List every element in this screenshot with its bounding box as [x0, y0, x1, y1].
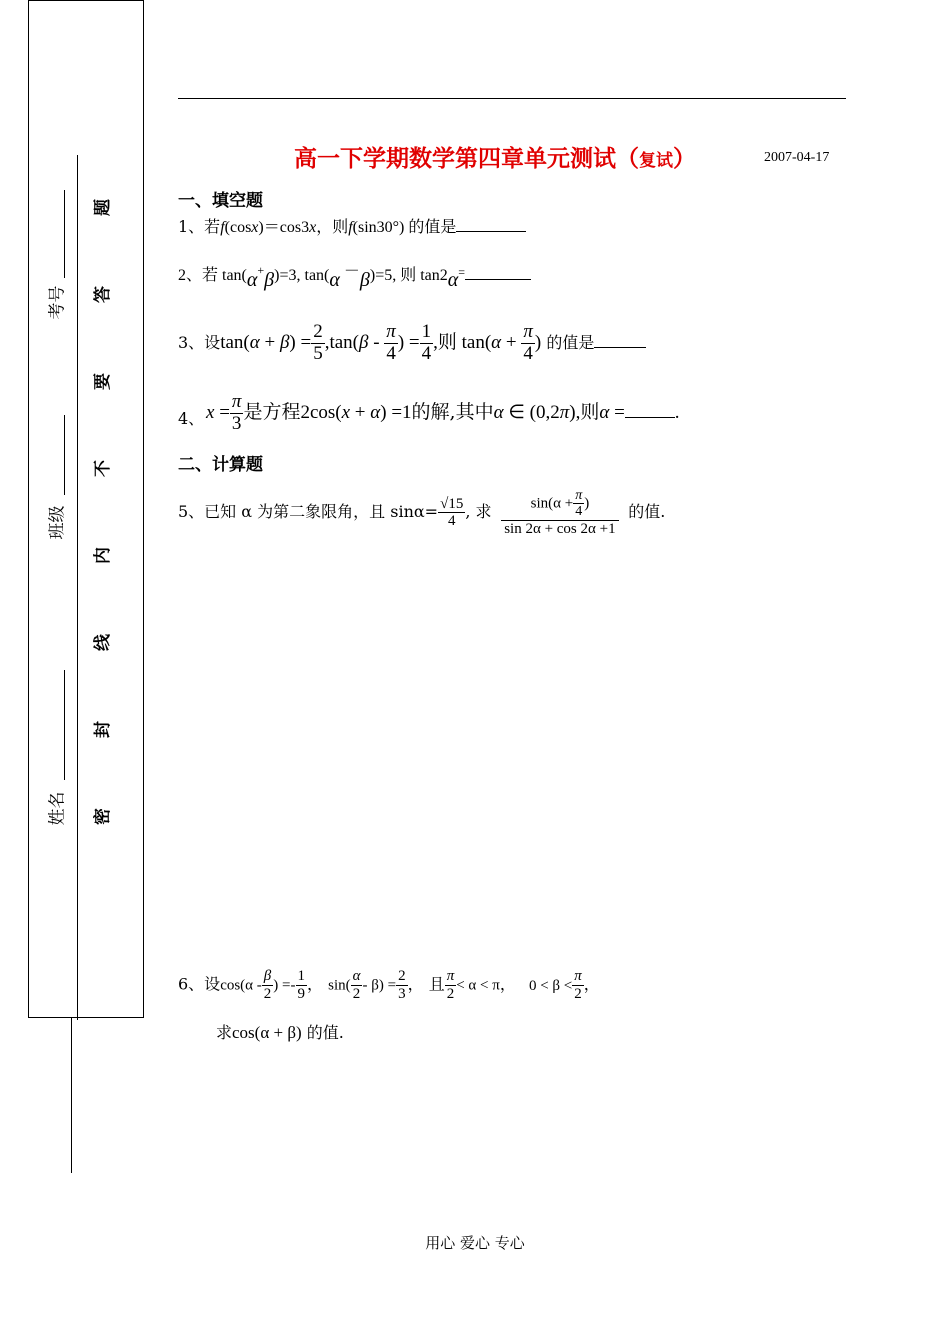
seal-char: 封	[93, 721, 113, 738]
seal-char: 密	[93, 808, 113, 825]
answer-blank[interactable]	[594, 333, 646, 348]
seal-char: 不	[93, 460, 113, 477]
test-date: 2007-04-17	[764, 150, 830, 165]
seal-char: 线	[93, 634, 113, 651]
question-4: 4、 x = $\frac{\pi}{3}$ 是方程2cos(x + α) =1的解,其中α ∈ (0,2π),则α = .	[178, 391, 680, 434]
xingming-blank-line	[64, 670, 65, 780]
binding-line-upper	[77, 155, 78, 1020]
question-2: 2、若 tan(α+β)=3, tan(α －β)=5, 则 tan2α=	[178, 258, 531, 292]
banji-blank-line	[64, 415, 65, 495]
question-6-line2: 求cos(α + β) 的值.	[216, 1023, 344, 1042]
kaohao-blank-line	[64, 190, 65, 278]
seal-char: 答	[93, 286, 113, 303]
kaohao-label: 考号	[47, 285, 68, 320]
seal-char: 要	[93, 373, 113, 390]
section-heading-calculation: 二、计算题	[178, 455, 263, 475]
footer-slogan: 用心 爱心 专心	[425, 1234, 525, 1252]
xingming-label: 姓名	[47, 791, 68, 826]
page-title: 高一下学期数学第四章单元测试（复试）	[294, 146, 696, 172]
banji-label: 班级	[47, 505, 68, 540]
binding-line-lower	[71, 1018, 72, 1173]
seal-char: 题	[93, 199, 113, 216]
answer-blank[interactable]	[625, 403, 675, 418]
header-rule	[178, 98, 846, 99]
question-5: 5、已知 α 为第二象限角，且 sinα= $\frac{√15}{4}$ , 求 sin(α + $\frac{\pi}{4}$ ) sin 2α + cos 2α +1 的值.	[178, 488, 666, 537]
question-1: 1、若f(cosx)＝cos3x，则f(sin30°) 的值是	[178, 214, 526, 237]
question-3: 3、设tan(α + β) = $\frac{2}{5}$ ,tan(β - $\frac{\pi}{4}$ ) = $\frac{1}{4}$ ,则 tan(α + $\frac{\pi}{4}$ ) 的值是	[178, 322, 646, 365]
question-6: 6、设cos(α - $\frac{\beta}{2}$ ) =- $\frac{1}{9}$ ， sin( $\frac{\alpha}{2}$ - β) = $\frac{2}{3}$ ， 且 $\frac{\pi}{2}$ < α < π， 0 < β < $\frac{\pi}{2}$ ，	[178, 968, 600, 1002]
seal-char: 内	[93, 547, 113, 564]
answer-blank[interactable]	[465, 265, 531, 280]
section-heading-fill-blank: 一、填空题	[178, 191, 263, 211]
answer-blank[interactable]	[456, 217, 526, 232]
